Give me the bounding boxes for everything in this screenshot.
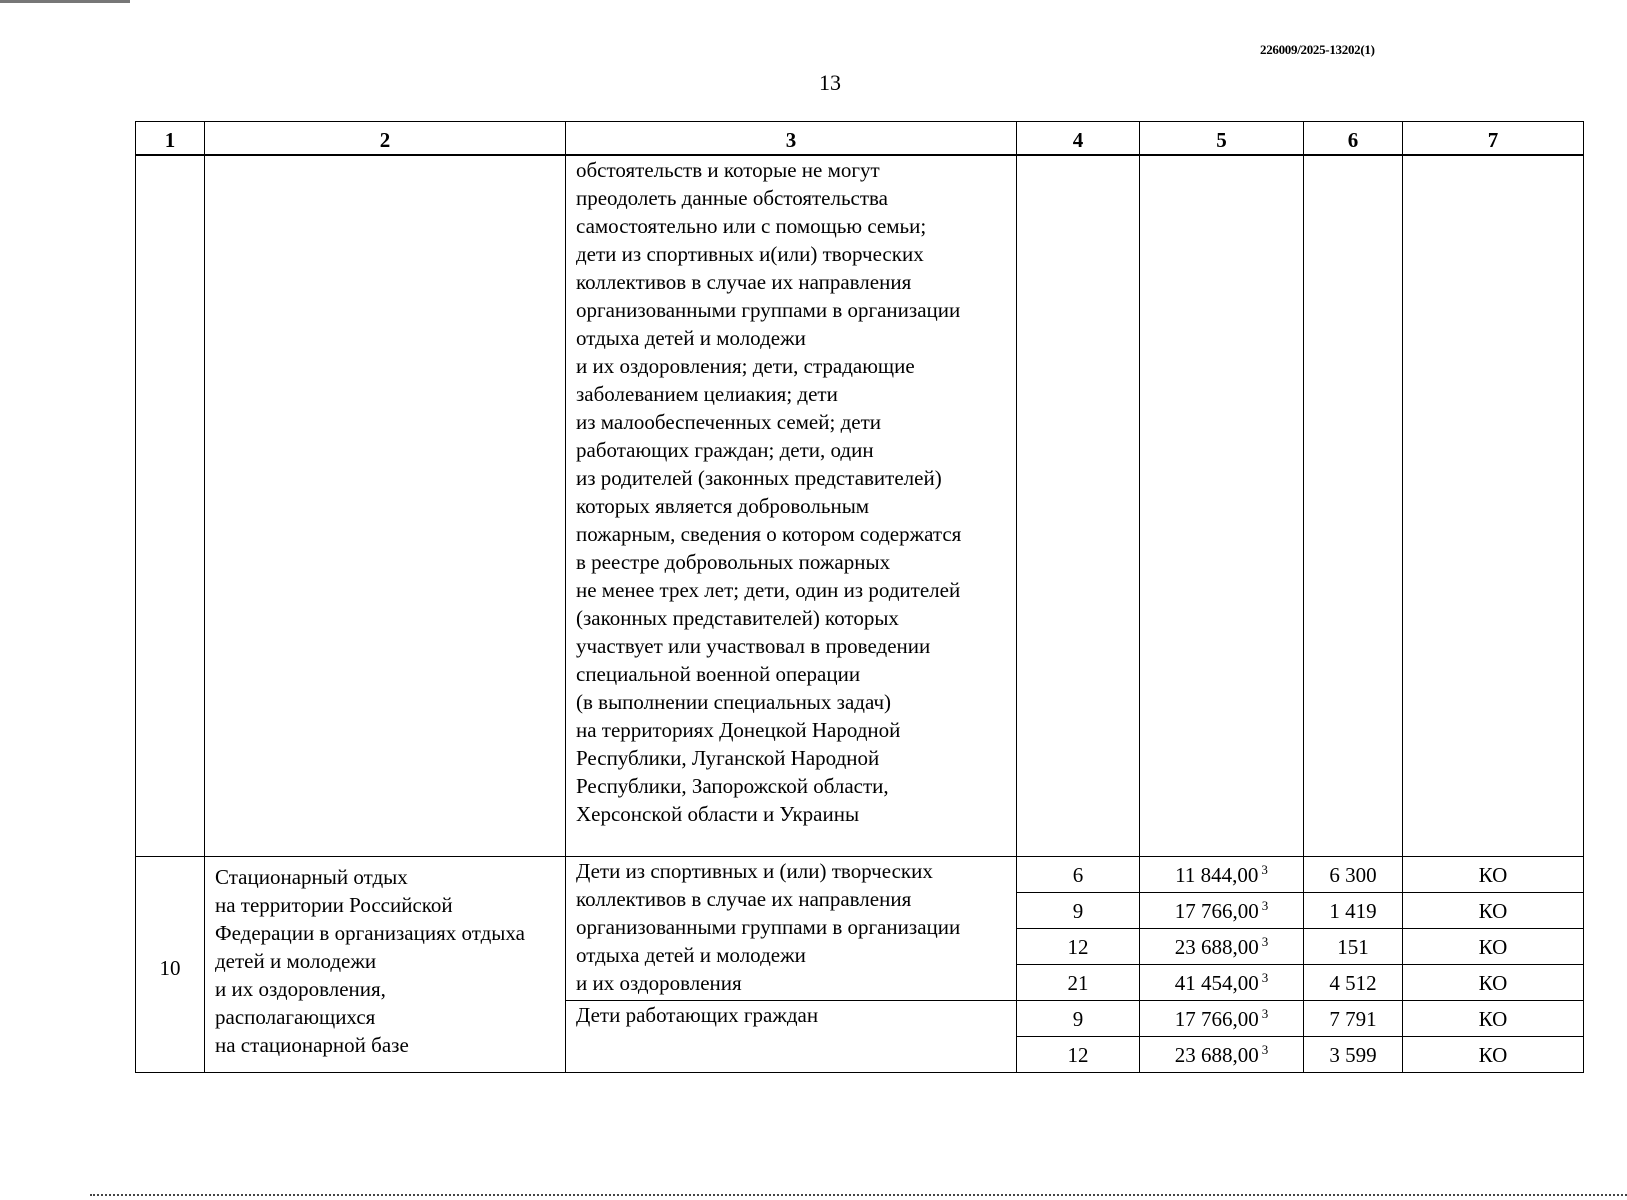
- text-line: заболеванием целиакия; дети: [576, 382, 838, 406]
- price-value: 23 688,00: [1174, 1042, 1259, 1067]
- code-cell: КО: [1403, 1001, 1584, 1037]
- code-cell: КО: [1403, 929, 1584, 965]
- text-line: Стационарный отдых: [215, 865, 408, 889]
- services-table: [135, 121, 1584, 1073]
- footnote-mark: 3: [1261, 933, 1269, 949]
- price-cell: [1140, 857, 1304, 893]
- code-cell: КО: [1403, 1037, 1584, 1073]
- text-line: организованными группами в организации: [576, 915, 961, 939]
- page-number: 13: [819, 70, 841, 95]
- text-line: на территории Российской: [215, 893, 453, 917]
- text-line: не менее трех лет; дети, один из родителей: [576, 578, 961, 602]
- count-cell: 7 791: [1304, 1001, 1403, 1037]
- text-line: дети из спортивных и(или) творческих: [576, 242, 924, 266]
- price-value: 11 844,00: [1175, 862, 1259, 887]
- count-cell: 3 599: [1304, 1037, 1403, 1073]
- code-cell: КО: [1403, 965, 1584, 1001]
- footnote-mark: 3: [1261, 1005, 1269, 1021]
- column-header-7: 7: [1403, 122, 1584, 156]
- category-text: [566, 857, 1017, 1001]
- text-line: на стационарной базе: [215, 1033, 409, 1057]
- text-line: преодолеть данные обстоятельства: [576, 186, 889, 210]
- text-line: Республики, Запорожской области,: [576, 774, 889, 798]
- column-header-1: 1: [136, 122, 205, 156]
- text-line: из родителей (законных представителей): [576, 466, 942, 490]
- price-cell: [1140, 929, 1304, 965]
- column-header-5: 5: [1140, 122, 1304, 156]
- footnote-mark: 3: [1261, 969, 1269, 985]
- text-line: коллективов в случае их направления: [576, 270, 912, 294]
- price-cell: [1140, 1037, 1304, 1073]
- footnote-mark: 3: [1261, 1041, 1269, 1057]
- text-line: из малообеспеченных семей; дети: [576, 410, 881, 434]
- text-line: коллективов в случае их направления: [576, 887, 912, 911]
- text-line: детей и молодежи: [215, 949, 377, 973]
- price-cell: [1140, 1001, 1304, 1037]
- continuation-category-text: [566, 155, 1017, 857]
- days-cell: 12: [1017, 1037, 1140, 1073]
- column-header-3: 3: [566, 122, 1017, 156]
- text-line: участвует или участвовал в проведении: [576, 634, 931, 658]
- code-cell: КО: [1403, 893, 1584, 929]
- footnote-mark: 3: [1261, 861, 1268, 877]
- text-line: отдыха детей и молодежи: [576, 943, 806, 967]
- text-line: обстоятельств и которые не могут: [576, 158, 880, 182]
- text-line: Херсонской области и Украины: [576, 802, 860, 826]
- text-line: и их оздоровления,: [215, 977, 386, 1001]
- code-cell: КО: [1403, 857, 1584, 893]
- price-value: 23 688,00: [1174, 934, 1259, 959]
- text-line: отдыха детей и молодежи: [576, 326, 806, 350]
- category-text: [566, 1001, 1017, 1073]
- price-value: 41 454,00: [1174, 970, 1259, 995]
- count-cell: 4 512: [1304, 965, 1403, 1001]
- text-line: Дети из спортивных и (или) творческих: [576, 859, 933, 883]
- text-line: которых является добровольным: [576, 494, 870, 518]
- column-header-2: 2: [205, 122, 566, 156]
- text-line: организованными группами в организации: [576, 298, 961, 322]
- text-line: Федерации в организациях отдыха: [215, 921, 525, 945]
- footnote-mark: 3: [1261, 897, 1269, 913]
- text-line: и их оздоровления; дети, страдающие: [576, 354, 915, 378]
- row-number: 10: [136, 857, 205, 1073]
- text-line: в реестре добровольных пожарных: [576, 550, 891, 574]
- text-line: на территориях Донецкой Народной: [576, 718, 901, 742]
- count-cell: 6 300: [1304, 857, 1403, 893]
- text-line: работающих граждан; дети, один: [576, 438, 874, 462]
- text-line: Дети работающих граждан: [576, 1003, 819, 1027]
- text-line: располагающихся: [215, 1005, 376, 1029]
- text-line: и их оздоровления: [576, 971, 742, 995]
- service-name: [205, 857, 566, 1073]
- column-header-6: 6: [1304, 122, 1403, 156]
- table-row: [136, 857, 1584, 893]
- count-cell: 1 419: [1304, 893, 1403, 929]
- row-10-group: [136, 857, 1584, 1073]
- days-cell: 21: [1017, 965, 1140, 1001]
- days-cell: 9: [1017, 1001, 1140, 1037]
- table-header-row: [136, 122, 1584, 156]
- price-value: 17 766,00: [1174, 898, 1259, 923]
- days-cell: 9: [1017, 893, 1140, 929]
- price-cell: [1140, 965, 1304, 1001]
- text-line: специальной военной операции: [576, 662, 861, 686]
- days-cell: 6: [1017, 857, 1140, 893]
- column-header-4: 4: [1017, 122, 1140, 156]
- days-cell: 12: [1017, 929, 1140, 965]
- text-line: самостоятельно или с помощью семьи;: [576, 214, 927, 238]
- text-line: Республики, Луганской Народной: [576, 746, 880, 770]
- text-line: пожарным, сведения о котором содержатся: [576, 522, 962, 546]
- count-cell: 151: [1304, 929, 1403, 965]
- scan-edge-mark: [0, 0, 130, 3]
- continuation-row: [136, 155, 1584, 857]
- document-id: 226009/2025-13202(1): [1260, 42, 1375, 57]
- text-line: (в выполнении специальных задач): [576, 690, 891, 714]
- price-value: 17 766,00: [1174, 1006, 1259, 1031]
- price-cell: [1140, 893, 1304, 929]
- scan-bottom-edge: [90, 1194, 1627, 1196]
- text-line: (законных представителей) которых: [576, 606, 899, 630]
